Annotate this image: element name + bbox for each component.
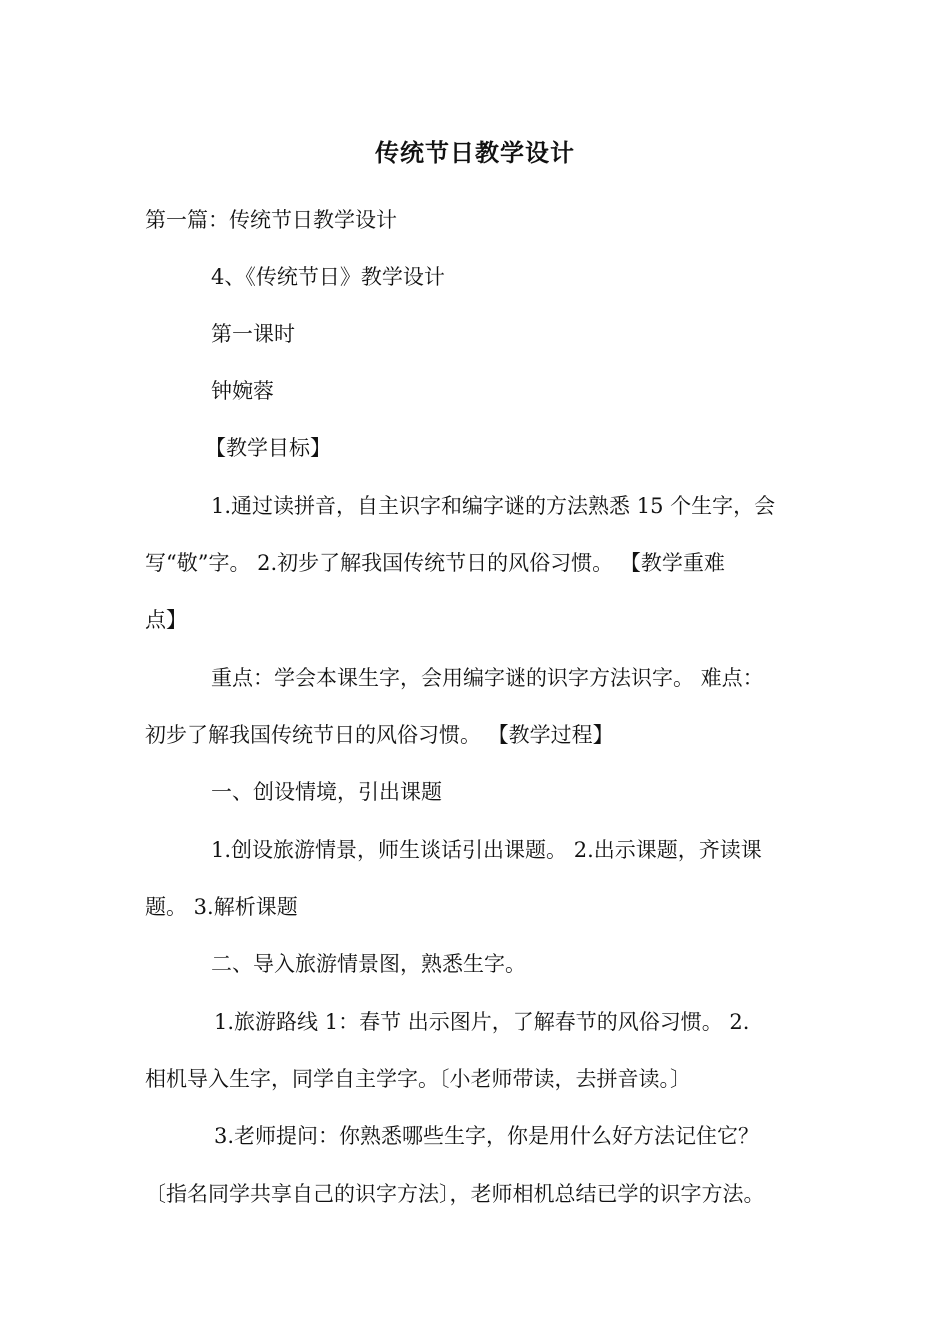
lesson-title: 4、《传统节日》教学设计: [211, 265, 445, 289]
paragraph-line: 1.旅游路线 1：春节 出示图片，了解春节的风俗习惯。 2.: [214, 1010, 750, 1034]
paragraph-line: 〔指名同学共享自己的识字方法〕，老师相机总结已学的识字方法。: [145, 1182, 765, 1206]
paragraph-line: 1.通过读拼音，自主识字和编字谜的方法熟悉 15 个生字，会: [211, 494, 776, 518]
paragraph-line: 相机导入生字，同学自主学字。〔小老师带读，去拼音读。〕: [145, 1067, 691, 1091]
goals-heading: 【教学目标】: [205, 436, 331, 460]
author-name: 钟婉蓉: [211, 379, 274, 403]
subheading: 一、创设情境，引出课题: [211, 780, 442, 804]
paragraph-line: 重点：学会本课生字，会用编字谜的识字方法识字。 难点：: [211, 666, 764, 690]
section-heading: 第一篇：传统节日教学设计: [145, 208, 397, 232]
subheading: 二、导入旅游情景图，熟悉生字。: [211, 952, 526, 976]
lesson-period: 第一课时: [211, 322, 295, 346]
paragraph-line: 3.老师提问：你熟悉哪些生字，你是用什么好方法记住它？: [214, 1124, 760, 1148]
paragraph-line: 写“敬”字。 2.初步了解我国传统节日的风俗习惯。 【教学重难: [145, 551, 725, 575]
document-title: 传统节日教学设计: [375, 138, 575, 167]
paragraph-line: 题。 3.解析课题: [145, 895, 298, 919]
paragraph-line: 初步了解我国传统节日的风俗习惯。 【教学过程】: [145, 723, 614, 747]
paragraph-line: 1.创设旅游情景，师生谈话引出课题。 2.出示课题，齐读课: [211, 838, 762, 862]
paragraph-line: 点】: [145, 608, 187, 632]
